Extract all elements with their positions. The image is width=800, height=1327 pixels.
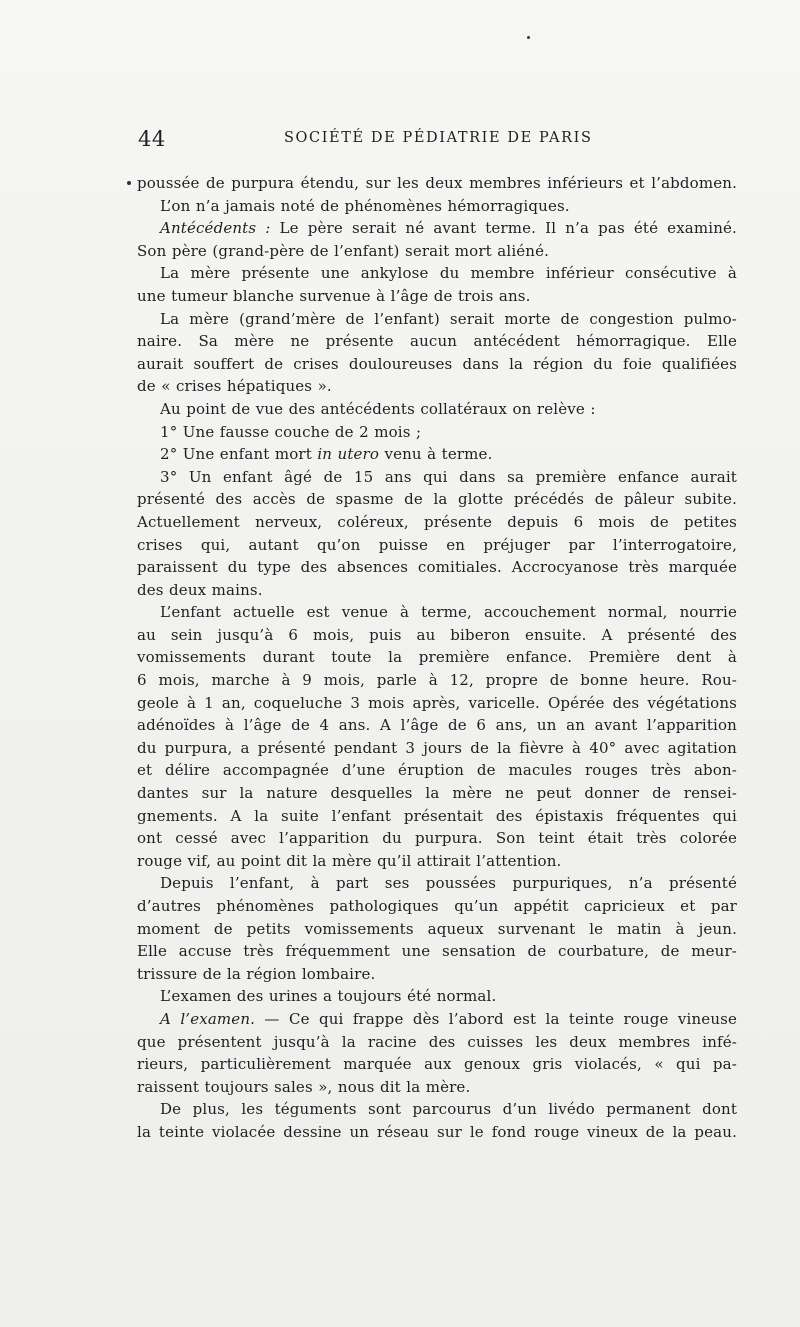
text-line: poussée de purpura étendu, sur les deux membres inférieurs et l’abdomen.: [137, 174, 737, 192]
body-text: [137, 172, 737, 1144]
text-line: la teinte violacée dessine un réseau sur le fond rouge vineux de la peau.: [137, 1122, 737, 1141]
text-line: La mère présente une ankylose du membre inférieur consécutive à: [160, 264, 737, 283]
text-line: Antécédents : Le père serait né avant terme. Il n’a pas été examiné.: [160, 219, 737, 238]
text-line: au sein jusqu’à 6 mois, puis au biberon ensuite. A présenté des: [137, 625, 737, 644]
text-line: adénoïdes à l’âge de 4 ans. A l’âge de 6 ans, un an avant l’apparition: [137, 716, 737, 735]
text-line: paraissent du type des absences comitiales. Accrocyanose très marquée: [137, 558, 737, 577]
text-line: crises qui, autant qu’on puisse en préjuger par l’interrogatoire,: [137, 535, 737, 554]
margin-bullet: [127, 181, 131, 185]
text-line: 2° Une enfant mort in utero venu à terme.: [160, 445, 493, 464]
text-line: vomissements durant toute la première enfance. Première dent à: [137, 648, 737, 667]
text-line: trissure de la région lombaire.: [137, 964, 376, 983]
ink-speck: [527, 36, 530, 39]
text-line: La mère (grand’mère de l’enfant) serait morte de congestion pulmo-: [160, 309, 737, 328]
text-line: que présentent jusqu’à la racine des cuisses les deux membres infé-: [137, 1032, 737, 1051]
text-line: L’examen des urines a toujours été normal.: [160, 987, 497, 1006]
text-line: Depuis l’enfant, à part ses poussées purpuriques, n’a présenté: [160, 874, 737, 893]
page-number: 44: [138, 127, 166, 151]
text-line: A l’examen. — Ce qui frappe dès l’abord est la teinte rouge vineuse: [160, 1009, 737, 1028]
running-title: SOCIÉTÉ DE PÉDIATRIE DE PARIS: [284, 130, 593, 146]
text-line: une tumeur blanche survenue à l’âge de trois ans.: [137, 286, 531, 305]
text-line: L’on n’a jamais noté de phénomènes hémorragiques.: [160, 196, 570, 215]
text-line: du purpura, a présenté pendant 3 jours de la fièvre à 40° avec agitation: [137, 738, 737, 757]
text-line: naire. Sa mère ne présente aucun antécédent hémorragique. Elle: [137, 332, 737, 351]
text-line: moment de petits vomissements aqueux survenant le matin à jeun.: [137, 919, 737, 938]
text-line: des deux mains.: [137, 580, 263, 599]
text-line: geole à 1 an, coqueluche 3 mois après, varicelle. Opérée des végétations: [137, 693, 737, 712]
text-line: Elle accuse très fréquemment une sensation de courbature, de meur-: [137, 942, 737, 961]
text-line: L’enfant actuelle est venue à terme, accouchement normal, nourrie: [160, 603, 737, 622]
text-line: dantes sur la nature desquelles la mère ne peut donner de rensei-: [137, 784, 737, 803]
text-line: d’autres phénomènes pathologiques qu’un appétit capricieux et par: [137, 897, 737, 915]
text-line: De plus, les téguments sont parcourus d’un livédo permanent dont: [160, 1100, 737, 1119]
text-line: présenté des accès de spasme de la glotte précédés de pâleur subite.: [137, 490, 737, 509]
text-line: Au point de vue des antécédents collatéraux on relève :: [160, 399, 596, 418]
text-line: rouge vif, au point dit la mère qu’il attirait l’attention.: [137, 851, 562, 870]
text-line: gnements. A la suite l’enfant présentait des épistaxis fréquentes qui: [137, 806, 737, 825]
text-line: Son père (grand-père de l’enfant) serait mort aliéné.: [137, 241, 550, 260]
text-line: aurait souffert de crises douloureuses dans la région du foie qualifiées: [137, 354, 737, 373]
text-line: et délire accompagnée d’une éruption de macules rouges très abon-: [137, 761, 737, 780]
text-line: 3° Un enfant âgé de 15 ans qui dans sa première enfance aurait: [160, 467, 737, 486]
page-header: [138, 127, 738, 157]
text-line: rieurs, particulièrement marquée aux genoux gris violacés, « qui pa-: [137, 1055, 737, 1074]
text-line: 6 mois, marche à 9 mois, parle à 12, propre de bonne heure. Rou-: [137, 671, 737, 690]
text-line: 1° Une fausse couche de 2 mois ;: [160, 422, 422, 441]
text-line: de « crises hépatiques ».: [137, 377, 332, 396]
text-line: Actuellement nerveux, coléreux, présente depuis 6 mois de petites: [137, 512, 737, 531]
text-line: ont cessé avec l’apparition du purpura. Son teint était très colorée: [137, 829, 737, 848]
text-line: raissent toujours sales », nous dit la mère.: [137, 1077, 471, 1096]
